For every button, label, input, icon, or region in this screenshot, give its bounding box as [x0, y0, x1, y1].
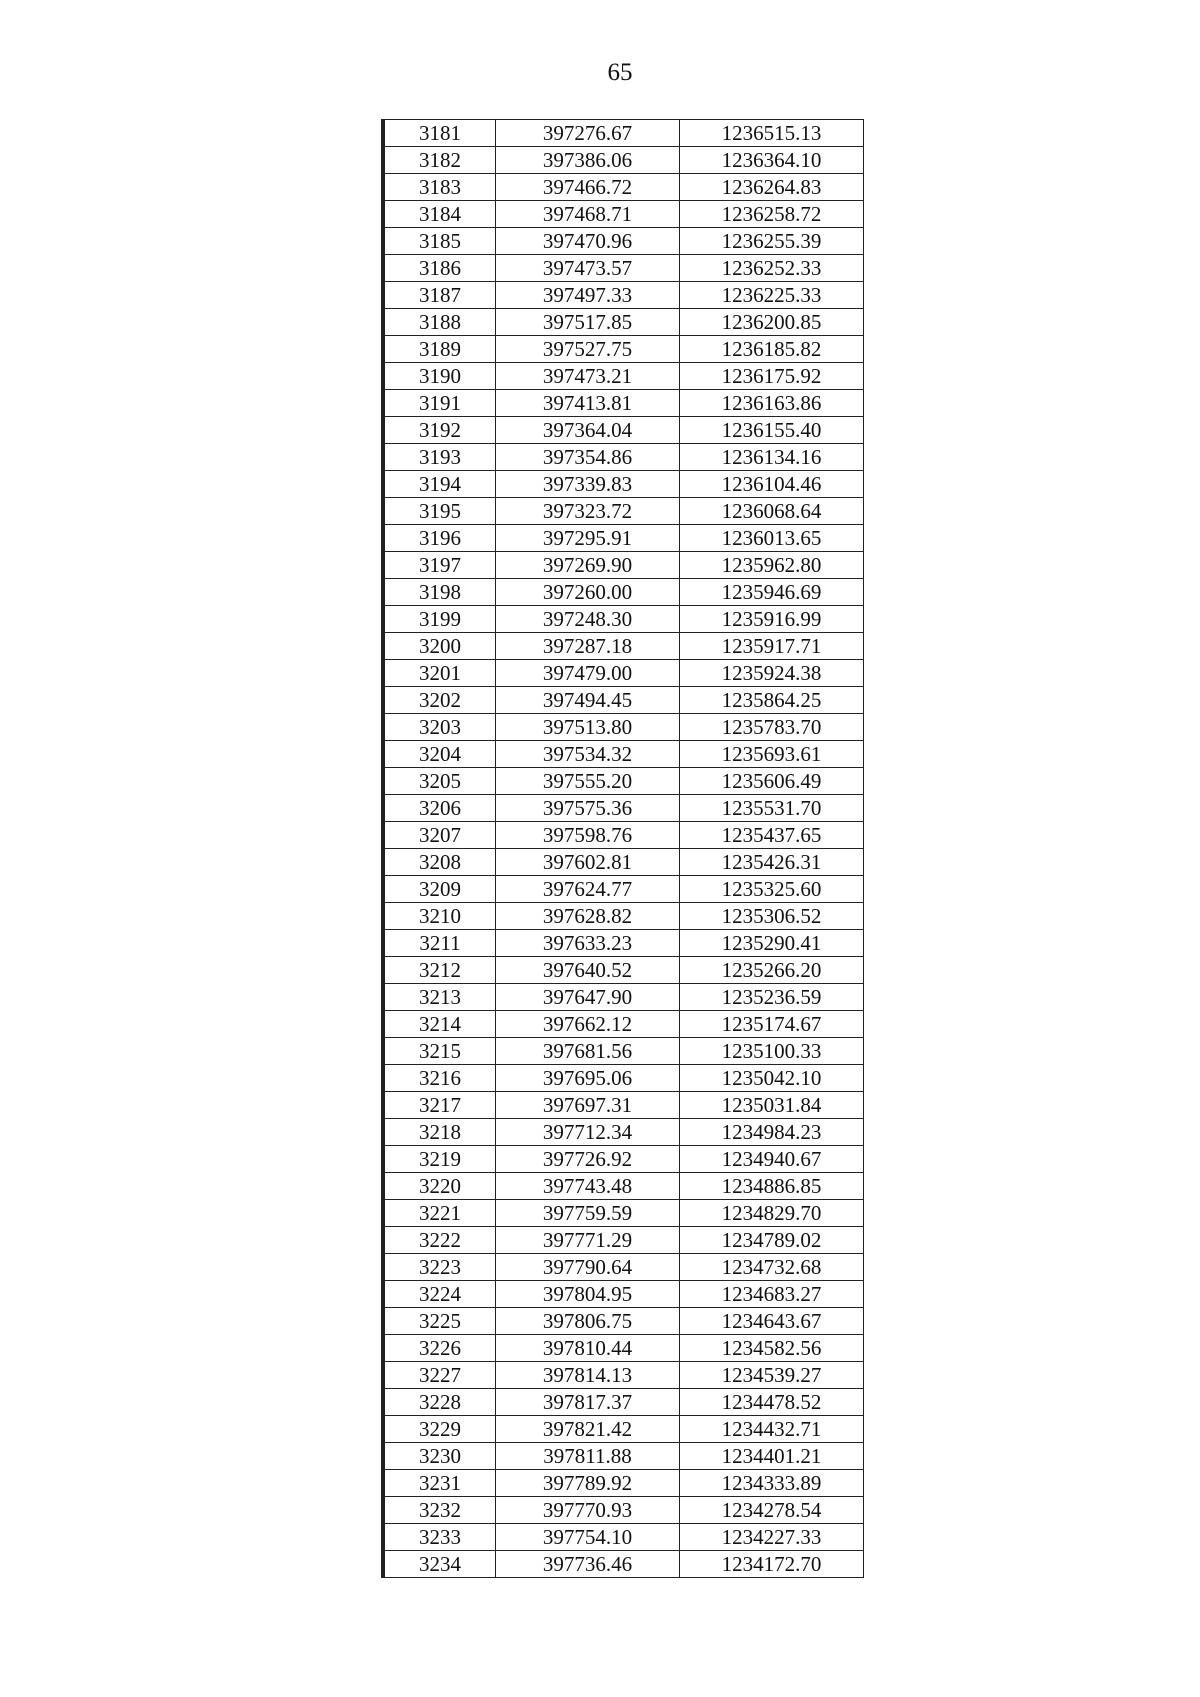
- point-number-cell: 3217: [385, 1092, 496, 1119]
- x-coordinate-cell: 397413.81: [496, 390, 680, 417]
- y-coordinate-cell: 1234582.56: [680, 1335, 864, 1362]
- point-number-cell: 3222: [385, 1227, 496, 1254]
- point-number-cell: 3216: [385, 1065, 496, 1092]
- table-row: [385, 1281, 864, 1308]
- point-number-cell: 3219: [385, 1146, 496, 1173]
- table-row: [385, 1362, 864, 1389]
- table-row: [385, 282, 864, 309]
- table-row: [385, 201, 864, 228]
- y-coordinate-cell: 1235236.59: [680, 984, 864, 1011]
- table-row: [385, 471, 864, 498]
- point-number-cell: 3209: [385, 876, 496, 903]
- coordinates-table-body: [385, 120, 864, 1578]
- table-row: [385, 147, 864, 174]
- y-coordinate-cell: 1235864.25: [680, 687, 864, 714]
- x-coordinate-cell: 397633.23: [496, 930, 680, 957]
- point-number-cell: 3181: [385, 120, 496, 147]
- x-coordinate-cell: 397276.67: [496, 120, 680, 147]
- y-coordinate-cell: 1234333.89: [680, 1470, 864, 1497]
- x-coordinate-cell: 397339.83: [496, 471, 680, 498]
- y-coordinate-cell: 1235916.99: [680, 606, 864, 633]
- x-coordinate-cell: 397494.45: [496, 687, 680, 714]
- table-row: [385, 498, 864, 525]
- table-row: [385, 984, 864, 1011]
- point-number-cell: 3203: [385, 714, 496, 741]
- table-row: [385, 1092, 864, 1119]
- table-row: [385, 768, 864, 795]
- table-row: [385, 957, 864, 984]
- table-row: [385, 336, 864, 363]
- y-coordinate-cell: 1235783.70: [680, 714, 864, 741]
- y-coordinate-cell: 1235325.60: [680, 876, 864, 903]
- table-row: [385, 1011, 864, 1038]
- x-coordinate-cell: 397468.71: [496, 201, 680, 228]
- point-number-cell: 3186: [385, 255, 496, 282]
- x-coordinate-cell: 397790.64: [496, 1254, 680, 1281]
- x-coordinate-cell: 397466.72: [496, 174, 680, 201]
- point-number-cell: 3233: [385, 1524, 496, 1551]
- point-number-cell: 3223: [385, 1254, 496, 1281]
- y-coordinate-cell: 1234172.70: [680, 1551, 864, 1578]
- y-coordinate-cell: 1234886.85: [680, 1173, 864, 1200]
- y-coordinate-cell: 1235693.61: [680, 741, 864, 768]
- x-coordinate-cell: 397497.33: [496, 282, 680, 309]
- point-number-cell: 3202: [385, 687, 496, 714]
- point-number-cell: 3211: [385, 930, 496, 957]
- table-row: [385, 1335, 864, 1362]
- table-row: [385, 1524, 864, 1551]
- y-coordinate-cell: 1234643.67: [680, 1308, 864, 1335]
- table-row: [385, 552, 864, 579]
- y-coordinate-cell: 1235962.80: [680, 552, 864, 579]
- x-coordinate-cell: 397736.46: [496, 1551, 680, 1578]
- y-coordinate-cell: 1234683.27: [680, 1281, 864, 1308]
- y-coordinate-cell: 1236134.16: [680, 444, 864, 471]
- x-coordinate-cell: 397695.06: [496, 1065, 680, 1092]
- y-coordinate-cell: 1235437.65: [680, 822, 864, 849]
- table-row: [385, 741, 864, 768]
- y-coordinate-cell: 1234227.33: [680, 1524, 864, 1551]
- y-coordinate-cell: 1236515.13: [680, 120, 864, 147]
- point-number-cell: 3214: [385, 1011, 496, 1038]
- table-row: [385, 1497, 864, 1524]
- table-row: [385, 390, 864, 417]
- point-number-cell: 3213: [385, 984, 496, 1011]
- x-coordinate-cell: 397743.48: [496, 1173, 680, 1200]
- x-coordinate-cell: 397513.80: [496, 714, 680, 741]
- point-number-cell: 3208: [385, 849, 496, 876]
- y-coordinate-cell: 1234401.21: [680, 1443, 864, 1470]
- point-number-cell: 3187: [385, 282, 496, 309]
- x-coordinate-cell: 397697.31: [496, 1092, 680, 1119]
- x-coordinate-cell: 397323.72: [496, 498, 680, 525]
- y-coordinate-cell: 1236068.64: [680, 498, 864, 525]
- x-coordinate-cell: 397806.75: [496, 1308, 680, 1335]
- y-coordinate-cell: 1235290.41: [680, 930, 864, 957]
- x-coordinate-cell: 397628.82: [496, 903, 680, 930]
- point-number-cell: 3182: [385, 147, 496, 174]
- point-number-cell: 3221: [385, 1200, 496, 1227]
- point-number-cell: 3185: [385, 228, 496, 255]
- point-number-cell: 3193: [385, 444, 496, 471]
- point-number-cell: 3201: [385, 660, 496, 687]
- point-number-cell: 3192: [385, 417, 496, 444]
- y-coordinate-cell: 1236258.72: [680, 201, 864, 228]
- y-coordinate-cell: 1234478.52: [680, 1389, 864, 1416]
- x-coordinate-cell: 397804.95: [496, 1281, 680, 1308]
- x-coordinate-cell: 397712.34: [496, 1119, 680, 1146]
- table-row: [385, 309, 864, 336]
- x-coordinate-cell: 397624.77: [496, 876, 680, 903]
- y-coordinate-cell: 1236155.40: [680, 417, 864, 444]
- y-coordinate-cell: 1234539.27: [680, 1362, 864, 1389]
- point-number-cell: 3183: [385, 174, 496, 201]
- x-coordinate-cell: 397821.42: [496, 1416, 680, 1443]
- x-coordinate-cell: 397598.76: [496, 822, 680, 849]
- point-number-cell: 3234: [385, 1551, 496, 1578]
- table-row: [385, 687, 864, 714]
- y-coordinate-cell: 1236175.92: [680, 363, 864, 390]
- x-coordinate-cell: 397789.92: [496, 1470, 680, 1497]
- y-coordinate-cell: 1235306.52: [680, 903, 864, 930]
- x-coordinate-cell: 397810.44: [496, 1335, 680, 1362]
- point-number-cell: 3184: [385, 201, 496, 228]
- table-row: [385, 822, 864, 849]
- point-number-cell: 3220: [385, 1173, 496, 1200]
- table-row: [385, 1119, 864, 1146]
- y-coordinate-cell: 1235174.67: [680, 1011, 864, 1038]
- table-row: [385, 1443, 864, 1470]
- point-number-cell: 3232: [385, 1497, 496, 1524]
- y-coordinate-cell: 1236013.65: [680, 525, 864, 552]
- x-coordinate-cell: 397354.86: [496, 444, 680, 471]
- x-coordinate-cell: 397534.32: [496, 741, 680, 768]
- point-number-cell: 3204: [385, 741, 496, 768]
- x-coordinate-cell: 397527.75: [496, 336, 680, 363]
- x-coordinate-cell: 397473.21: [496, 363, 680, 390]
- table-row: [385, 1173, 864, 1200]
- y-coordinate-cell: 1235531.70: [680, 795, 864, 822]
- point-number-cell: 3228: [385, 1389, 496, 1416]
- x-coordinate-cell: 397771.29: [496, 1227, 680, 1254]
- coordinates-table-container: [381, 119, 866, 1578]
- table-row: [385, 120, 864, 147]
- point-number-cell: 3196: [385, 525, 496, 552]
- y-coordinate-cell: 1236104.46: [680, 471, 864, 498]
- point-number-cell: 3199: [385, 606, 496, 633]
- point-number-cell: 3218: [385, 1119, 496, 1146]
- table-row: [385, 876, 864, 903]
- y-coordinate-cell: 1235426.31: [680, 849, 864, 876]
- x-coordinate-cell: 397260.00: [496, 579, 680, 606]
- table-row: [385, 444, 864, 471]
- point-number-cell: 3198: [385, 579, 496, 606]
- table-row: [385, 930, 864, 957]
- point-number-cell: 3227: [385, 1362, 496, 1389]
- y-coordinate-cell: 1234278.54: [680, 1497, 864, 1524]
- y-coordinate-cell: 1235924.38: [680, 660, 864, 687]
- table-row: [385, 1065, 864, 1092]
- y-coordinate-cell: 1236264.83: [680, 174, 864, 201]
- point-number-cell: 3224: [385, 1281, 496, 1308]
- y-coordinate-cell: 1235042.10: [680, 1065, 864, 1092]
- page-number: 65: [607, 59, 633, 86]
- x-coordinate-cell: 397754.10: [496, 1524, 680, 1551]
- x-coordinate-cell: 397759.59: [496, 1200, 680, 1227]
- y-coordinate-cell: 1234984.23: [680, 1119, 864, 1146]
- table-row: [385, 1551, 864, 1578]
- y-coordinate-cell: 1234432.71: [680, 1416, 864, 1443]
- x-coordinate-cell: 397386.06: [496, 147, 680, 174]
- y-coordinate-cell: 1235917.71: [680, 633, 864, 660]
- point-number-cell: 3190: [385, 363, 496, 390]
- x-coordinate-cell: 397575.36: [496, 795, 680, 822]
- y-coordinate-cell: 1234732.68: [680, 1254, 864, 1281]
- table-row: [385, 1254, 864, 1281]
- x-coordinate-cell: 397662.12: [496, 1011, 680, 1038]
- table-row: [385, 795, 864, 822]
- y-coordinate-cell: 1236364.10: [680, 147, 864, 174]
- point-number-cell: 3200: [385, 633, 496, 660]
- point-number-cell: 3231: [385, 1470, 496, 1497]
- table-row: [385, 1200, 864, 1227]
- point-number-cell: 3197: [385, 552, 496, 579]
- table-row: [385, 714, 864, 741]
- table-row: [385, 579, 864, 606]
- table-row: [385, 1389, 864, 1416]
- x-coordinate-cell: 397248.30: [496, 606, 680, 633]
- point-number-cell: 3188: [385, 309, 496, 336]
- x-coordinate-cell: 397555.20: [496, 768, 680, 795]
- table-row: [385, 255, 864, 282]
- table-row: [385, 417, 864, 444]
- table-row: [385, 849, 864, 876]
- table-row: [385, 363, 864, 390]
- table-row: [385, 1038, 864, 1065]
- table-row: [385, 1470, 864, 1497]
- y-coordinate-cell: 1235100.33: [680, 1038, 864, 1065]
- point-number-cell: 3215: [385, 1038, 496, 1065]
- table-row: [385, 1227, 864, 1254]
- point-number-cell: 3210: [385, 903, 496, 930]
- point-number-cell: 3226: [385, 1335, 496, 1362]
- point-number-cell: 3205: [385, 768, 496, 795]
- point-number-cell: 3194: [385, 471, 496, 498]
- table-row: [385, 903, 864, 930]
- point-number-cell: 3207: [385, 822, 496, 849]
- point-number-cell: 3212: [385, 957, 496, 984]
- x-coordinate-cell: 397269.90: [496, 552, 680, 579]
- y-coordinate-cell: 1234940.67: [680, 1146, 864, 1173]
- point-number-cell: 3206: [385, 795, 496, 822]
- y-coordinate-cell: 1236255.39: [680, 228, 864, 255]
- x-coordinate-cell: 397681.56: [496, 1038, 680, 1065]
- x-coordinate-cell: 397470.96: [496, 228, 680, 255]
- point-number-cell: 3225: [385, 1308, 496, 1335]
- x-coordinate-cell: 397517.85: [496, 309, 680, 336]
- table-row: [385, 1416, 864, 1443]
- y-coordinate-cell: 1236225.33: [680, 282, 864, 309]
- x-coordinate-cell: 397287.18: [496, 633, 680, 660]
- y-coordinate-cell: 1236185.82: [680, 336, 864, 363]
- table-row: [385, 1308, 864, 1335]
- y-coordinate-cell: 1235031.84: [680, 1092, 864, 1119]
- x-coordinate-cell: 397811.88: [496, 1443, 680, 1470]
- table-row: [385, 606, 864, 633]
- x-coordinate-cell: 397817.37: [496, 1389, 680, 1416]
- table-row: [385, 228, 864, 255]
- y-coordinate-cell: 1234829.70: [680, 1200, 864, 1227]
- y-coordinate-cell: 1235266.20: [680, 957, 864, 984]
- x-coordinate-cell: 397473.57: [496, 255, 680, 282]
- x-coordinate-cell: 397770.93: [496, 1497, 680, 1524]
- table-row: [385, 633, 864, 660]
- y-coordinate-cell: 1236252.33: [680, 255, 864, 282]
- x-coordinate-cell: 397602.81: [496, 849, 680, 876]
- coordinates-table: [384, 119, 864, 1578]
- x-coordinate-cell: 397295.91: [496, 525, 680, 552]
- y-coordinate-cell: 1235946.69: [680, 579, 864, 606]
- point-number-cell: 3229: [385, 1416, 496, 1443]
- table-row: [385, 174, 864, 201]
- point-number-cell: 3191: [385, 390, 496, 417]
- table-row: [385, 525, 864, 552]
- x-coordinate-cell: 397364.04: [496, 417, 680, 444]
- x-coordinate-cell: 397647.90: [496, 984, 680, 1011]
- y-coordinate-cell: 1236200.85: [680, 309, 864, 336]
- table-row: [385, 1146, 864, 1173]
- point-number-cell: 3230: [385, 1443, 496, 1470]
- x-coordinate-cell: 397640.52: [496, 957, 680, 984]
- x-coordinate-cell: 397726.92: [496, 1146, 680, 1173]
- point-number-cell: 3189: [385, 336, 496, 363]
- x-coordinate-cell: 397814.13: [496, 1362, 680, 1389]
- y-coordinate-cell: 1235606.49: [680, 768, 864, 795]
- y-coordinate-cell: 1234789.02: [680, 1227, 864, 1254]
- table-row: [385, 660, 864, 687]
- point-number-cell: 3195: [385, 498, 496, 525]
- y-coordinate-cell: 1236163.86: [680, 390, 864, 417]
- x-coordinate-cell: 397479.00: [496, 660, 680, 687]
